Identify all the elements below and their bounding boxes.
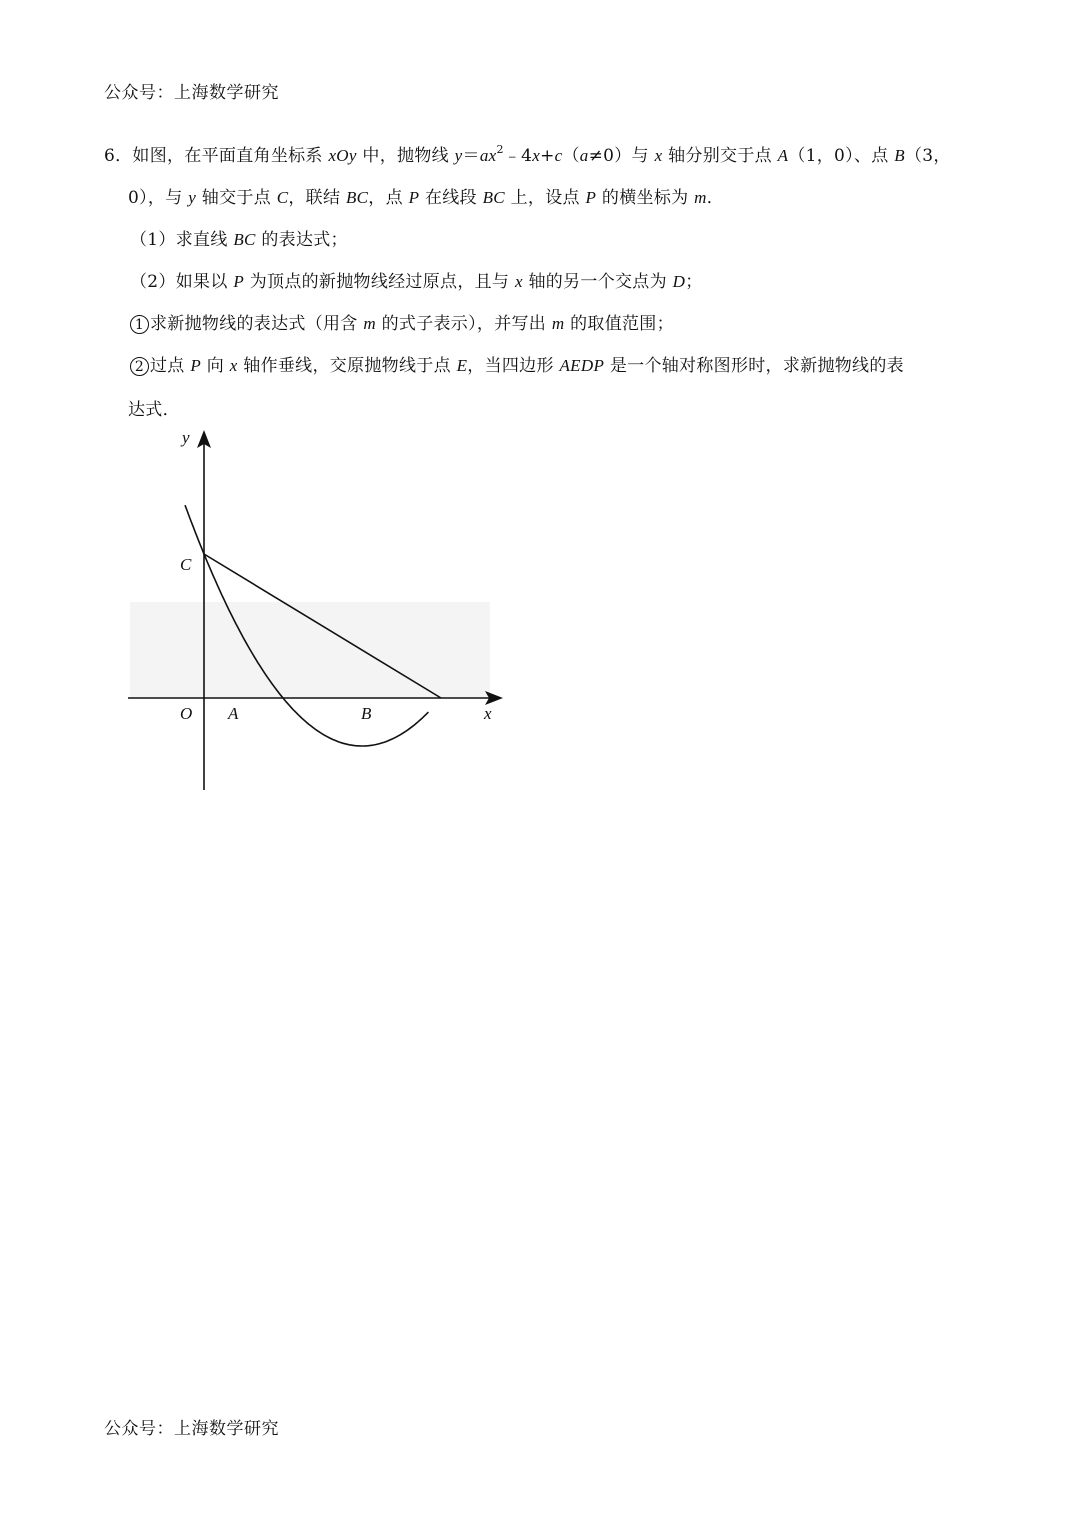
- point-a-label: A: [228, 704, 239, 723]
- y-axis-label: y: [182, 428, 190, 447]
- problem-line-2: 0），与 y 轴交于点 C，联结 BC，点 P 在线段 BC 上，设点 P 的横坐标为 m．: [128, 188, 725, 208]
- figure-shading: [130, 602, 490, 698]
- part-1: （1）求直线 BC 的表达式；: [130, 230, 348, 250]
- sub-question-2-continued: 达式．: [128, 400, 180, 420]
- circled-number-1: 1: [130, 315, 149, 334]
- problem-line-1: 6．如图，在平面直角坐标系 xOy 中，抛物线 $y=ax^2﹣4x+c(a\ne 0)$与 x 轴分别交于点 A（1，0）、点 B（3，: [104, 143, 951, 166]
- problem-number: 6．: [104, 146, 133, 166]
- point-b-label: B: [361, 704, 372, 723]
- x-axis-label: x: [484, 704, 492, 723]
- part-2: （2）如果以 P 为顶点的新抛物线经过原点，且与 x 轴的另一个交点为 D；: [130, 272, 703, 292]
- sub-question-1: 1 求新抛物线的表达式（用含 m 的式子表示），并写出 m 的取值范围；: [130, 309, 674, 334]
- page-footer: 公众号：上海数学研究: [104, 1419, 279, 1439]
- circled-number-2: 2: [130, 357, 149, 376]
- sub-question-2: 2 过点 P 向 x 轴作垂线，交原抛物线于点 E，当四边形 AEDP 是一个轴对称图形时，求新抛物线的表: [130, 351, 904, 376]
- page-header: 公众号：上海数学研究: [104, 83, 279, 103]
- point-c-label: C: [180, 555, 192, 574]
- origin-label: O: [180, 704, 193, 723]
